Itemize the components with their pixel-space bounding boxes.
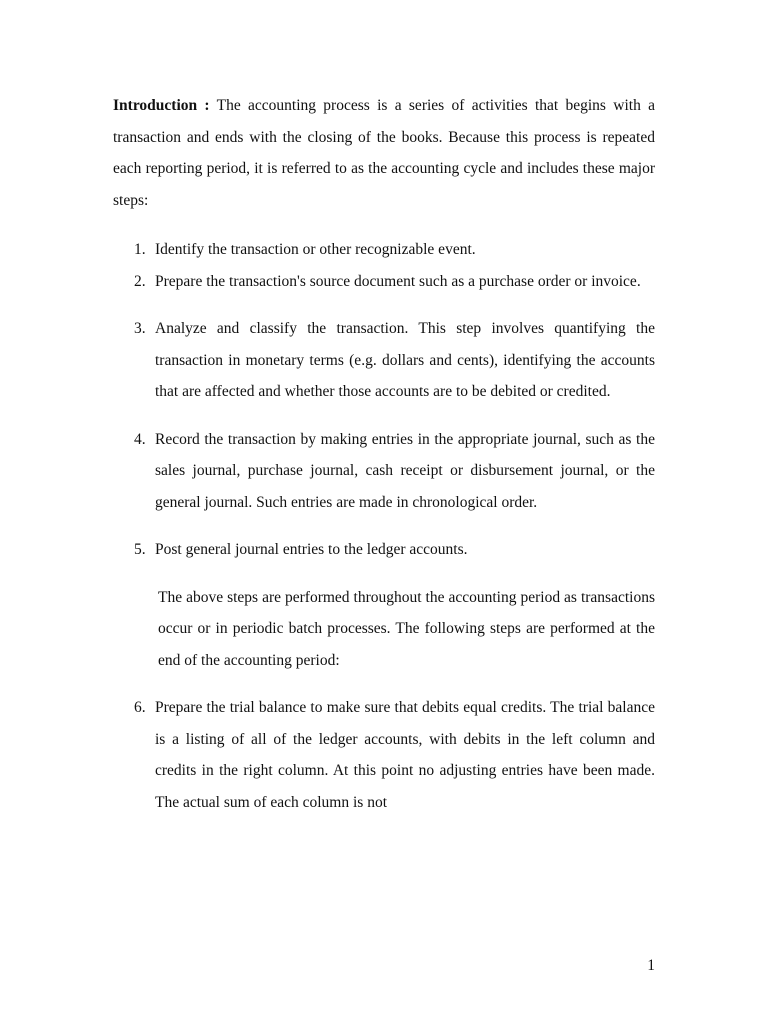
step-number: 4. <box>134 430 146 448</box>
step-text: Analyze and classify the transaction. This step involves quantifying the transaction in monetary terms (e.g. dollars and cents), identifying the accounts that are affected and whether those accounts are to be debited or credited. <box>155 320 655 400</box>
list-item <box>113 534 655 566</box>
intro-text: The accounting process is a series of activities that begins with a transaction and ends with the closing of the books. Because this process is repeated each reporting period, it is referred to as the accounting cycle and includes these major steps: <box>113 97 655 209</box>
intro-heading: Introduction : <box>113 97 210 114</box>
step-text: Post general journal entries to the ledger accounts. <box>155 541 468 558</box>
step-number: 6. <box>134 699 146 716</box>
list-item <box>113 266 655 298</box>
document-body <box>113 90 655 818</box>
step-number: 2. <box>134 272 146 290</box>
page-number: 1 <box>647 957 655 974</box>
step-text: Identify the transaction or other recognizable event. <box>155 241 476 258</box>
list-item <box>113 692 655 818</box>
list-item <box>113 424 655 519</box>
interlude-paragraph: The above steps are performed throughout the accounting period as transactions occur or in periodic batch processes. The following steps are performed at the end of the accounting period: <box>158 588 655 669</box>
step-number: 3. <box>134 320 146 337</box>
list-item <box>113 234 655 266</box>
step-text: Prepare the trial balance to make sure that debits equal credits. The trial balance is a listing of all of the ledger accounts, with debits in the left column and credits in the right column. At this point no adjusting entries have been made. The actual sum of each column is not <box>155 699 655 811</box>
step-text: Prepare the transaction's source document such as a purchase order or invoice. <box>155 272 641 290</box>
step-text: Record the transaction by making entries in the appropriate journal, such as the sales journal, purchase journal, cash receipt or disbursement journal, or the general journal. Such entries are made in chronological order. <box>155 430 655 511</box>
step-number: 5. <box>134 541 146 558</box>
intro-paragraph <box>113 90 655 216</box>
steps-list-continued <box>113 692 655 818</box>
steps-list <box>113 234 655 566</box>
list-item <box>113 313 655 408</box>
step-number: 1. <box>134 241 146 258</box>
